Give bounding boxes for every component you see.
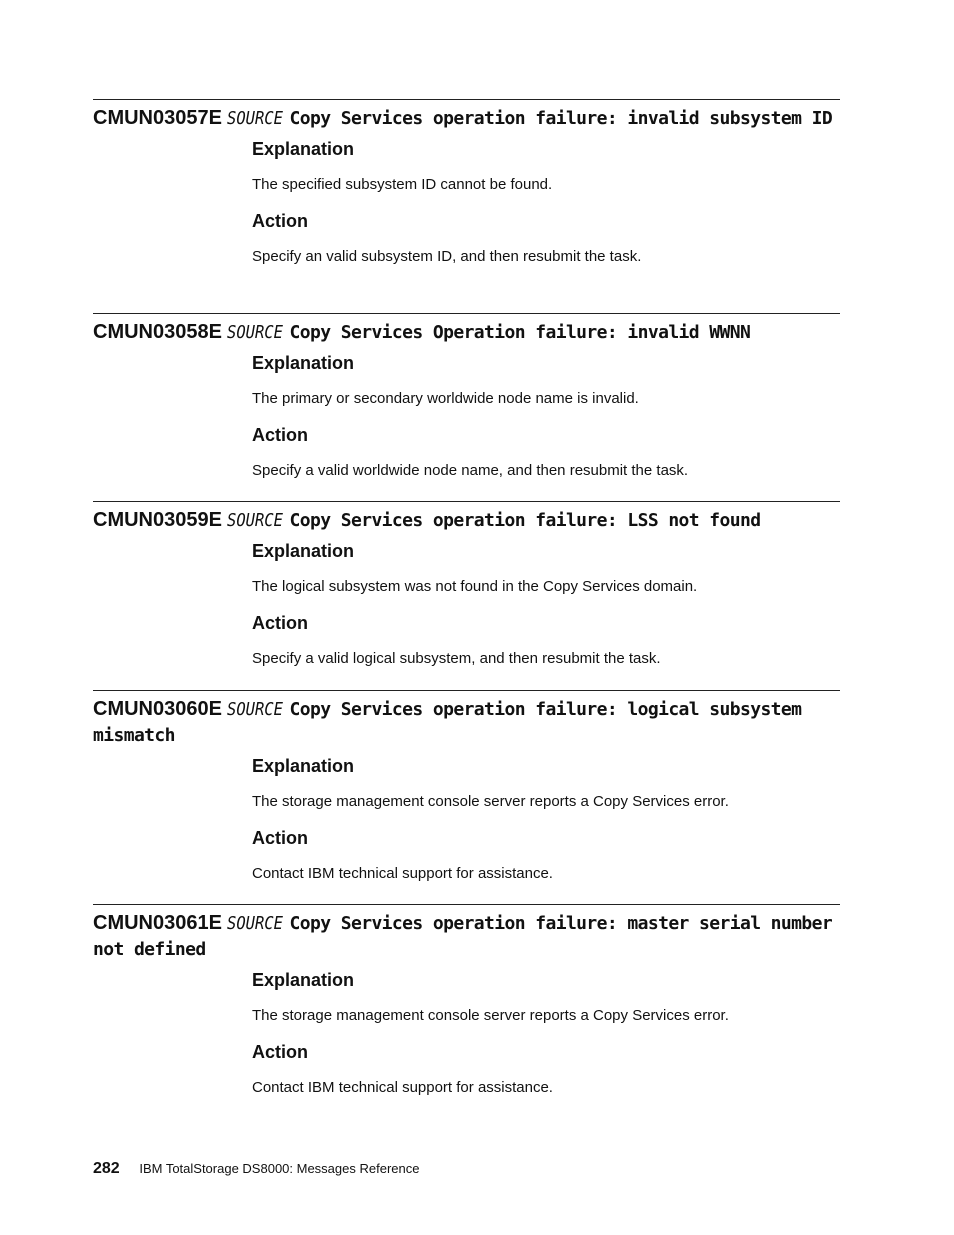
message-heading (93, 314, 840, 346)
message-id: CMUN03059E (93, 509, 222, 531)
message-body (252, 969, 840, 1097)
message-text: Copy Services operation failure: logical subsystem mismatch (93, 699, 802, 746)
message-entry (93, 501, 840, 668)
action-text: Specify an valid subsystem ID, and then resubmit the task. (252, 248, 642, 265)
explanation-text: The specified subsystem ID cannot be found. (252, 176, 553, 193)
action-text: Contact IBM technical support for assistance. (252, 1079, 553, 1096)
message-entry (93, 313, 840, 480)
message-text: Copy Services operation failure: master serial number not defined (93, 913, 833, 960)
action-heading: Action (252, 1042, 308, 1062)
action-text: Contact IBM technical support for assistance. (252, 865, 553, 882)
message-body (252, 138, 840, 266)
action-heading: Action (252, 828, 308, 848)
message-text: Copy Services operation failure: invalid subsystem ID (289, 108, 833, 129)
message-body (252, 540, 840, 668)
message-variable: SOURCE (227, 322, 284, 343)
explanation-text: The storage management console server reports a Copy Services error. (252, 793, 729, 810)
message-variable: SOURCE (227, 699, 284, 720)
explanation-text: The storage management console server reports a Copy Services error. (252, 1007, 729, 1024)
explanation-heading: Explanation (252, 139, 355, 159)
message-entry (93, 690, 840, 883)
message-body (252, 755, 840, 883)
explanation-heading: Explanation (252, 756, 355, 776)
message-variable: SOURCE (227, 108, 284, 129)
page-number: 282 (93, 1160, 120, 1177)
message-id: CMUN03057E (93, 107, 222, 129)
message-entry (93, 99, 840, 266)
message-heading (93, 502, 840, 534)
action-text: Specify a valid logical subsystem, and then resubmit the task. (252, 650, 661, 667)
page-footer (93, 1160, 419, 1178)
explanation-heading: Explanation (252, 541, 355, 561)
book-title: IBM TotalStorage DS8000: Messages Reference (139, 1161, 420, 1176)
message-id: CMUN03060E (93, 698, 222, 720)
action-heading: Action (252, 425, 308, 445)
message-variable: SOURCE (227, 510, 284, 531)
message-text: Copy Services Operation failure: invalid WWNN (289, 322, 751, 343)
explanation-heading: Explanation (252, 970, 355, 990)
message-heading (93, 905, 840, 963)
action-heading: Action (252, 613, 308, 633)
explanation-text: The primary or secondary worldwide node name is invalid. (252, 390, 639, 407)
message-text: Copy Services operation failure: LSS not found (289, 510, 761, 531)
message-variable: SOURCE (227, 913, 284, 934)
message-id: CMUN03061E (93, 912, 222, 934)
message-entry (93, 904, 840, 1097)
action-heading: Action (252, 211, 308, 231)
message-heading (93, 691, 840, 749)
explanation-heading: Explanation (252, 353, 355, 373)
explanation-text: The logical subsystem was not found in the Copy Services domain. (252, 578, 698, 595)
message-body (252, 352, 840, 480)
action-text: Specify a valid worldwide node name, and then resubmit the task. (252, 462, 689, 479)
message-id: CMUN03058E (93, 321, 222, 343)
message-heading (93, 100, 840, 132)
